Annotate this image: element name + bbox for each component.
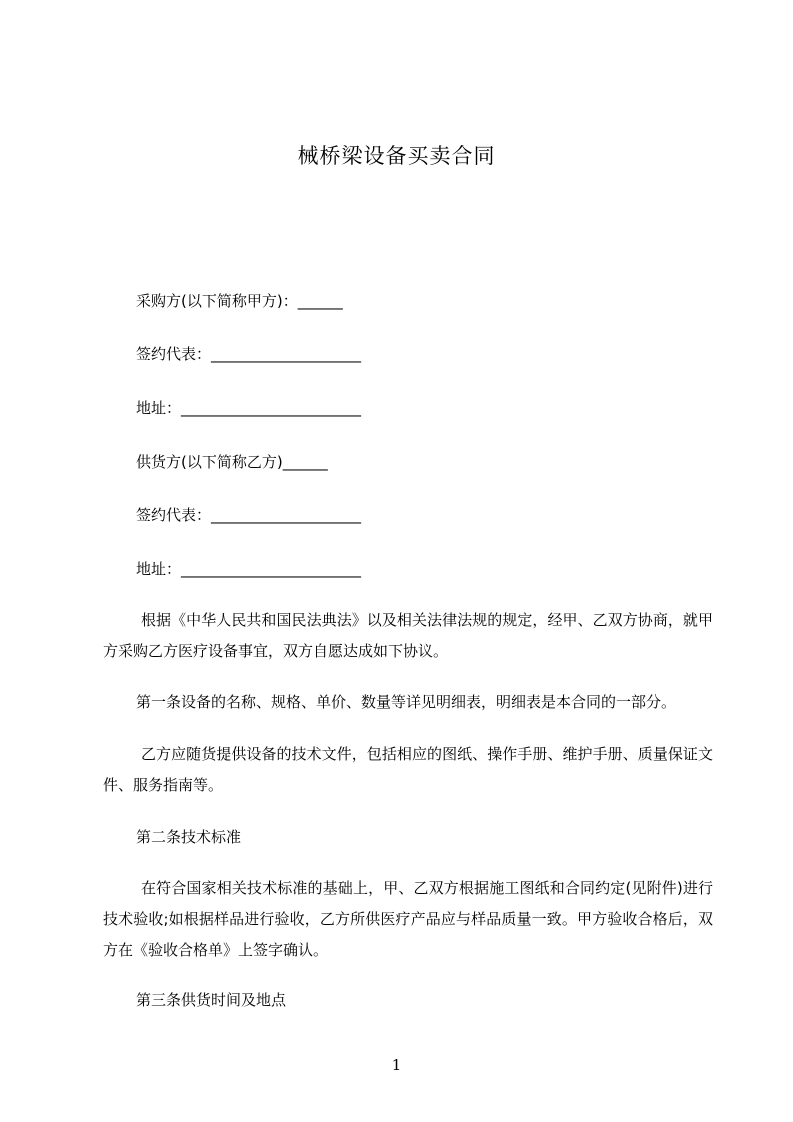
buyer-representative-field	[136, 342, 361, 366]
supplier-representative-field	[136, 503, 361, 527]
legal-basis-paragraph: 根据《中华人民共和国民法典法》以及相关法律法规的规定，经甲、乙双方协商，就甲方采购乙方医疗设备事宜，双方自愿达成如下协议。	[103, 611, 713, 660]
supplier-representative-label: 签约代表：	[136, 506, 212, 524]
article-three-heading: 第三条供货时间及地点	[136, 991, 287, 1009]
page-number: 1	[391, 1056, 402, 1074]
supplier-blank: ______	[282, 453, 328, 471]
article-one-paragraph: 第一条设备的名称、规格、单价、数量等详见明细表，明细表是本合同的一部分。	[136, 693, 677, 711]
technical-acceptance-paragraph: 在符合国家相关技术标准的基础上，甲、乙双方根据施工图纸和合同约定(见附件)进行技术验收;如根据样品进行验收，乙方所供医疗产品应与样品质量一致。甲方验收合格后，双方在《验收合格单》上签字确认。	[103, 879, 713, 959]
buyer-label: 采购方(以下简称甲方)：	[136, 292, 298, 310]
supplier-label: 供货方(以下简称乙方)	[136, 453, 283, 471]
technical-documents-paragraph: 乙方应随货提供设备的技术文件，包括相应的图纸、操作手册、维护手册、质量保证文件、服务指南等。	[103, 745, 713, 794]
supplier-representative-blank: ____________________	[211, 506, 362, 524]
contract-title: 械桥梁设备买卖合同	[297, 144, 496, 168]
supplier-field	[136, 450, 328, 474]
buyer-field	[136, 289, 343, 313]
supplier-address-label: 地址：	[136, 560, 182, 578]
buyer-address-blank: ________________________	[181, 399, 362, 417]
buyer-address-label: 地址：	[136, 399, 182, 417]
buyer-address-field	[136, 396, 361, 420]
buyer-representative-label: 签约代表：	[136, 345, 212, 363]
supplier-address-field	[136, 557, 361, 581]
buyer-representative-blank: ____________________	[211, 345, 362, 363]
supplier-address-blank: ________________________	[181, 560, 362, 578]
article-two-heading: 第二条技术标准	[136, 828, 242, 846]
buyer-blank: ______	[297, 292, 343, 310]
